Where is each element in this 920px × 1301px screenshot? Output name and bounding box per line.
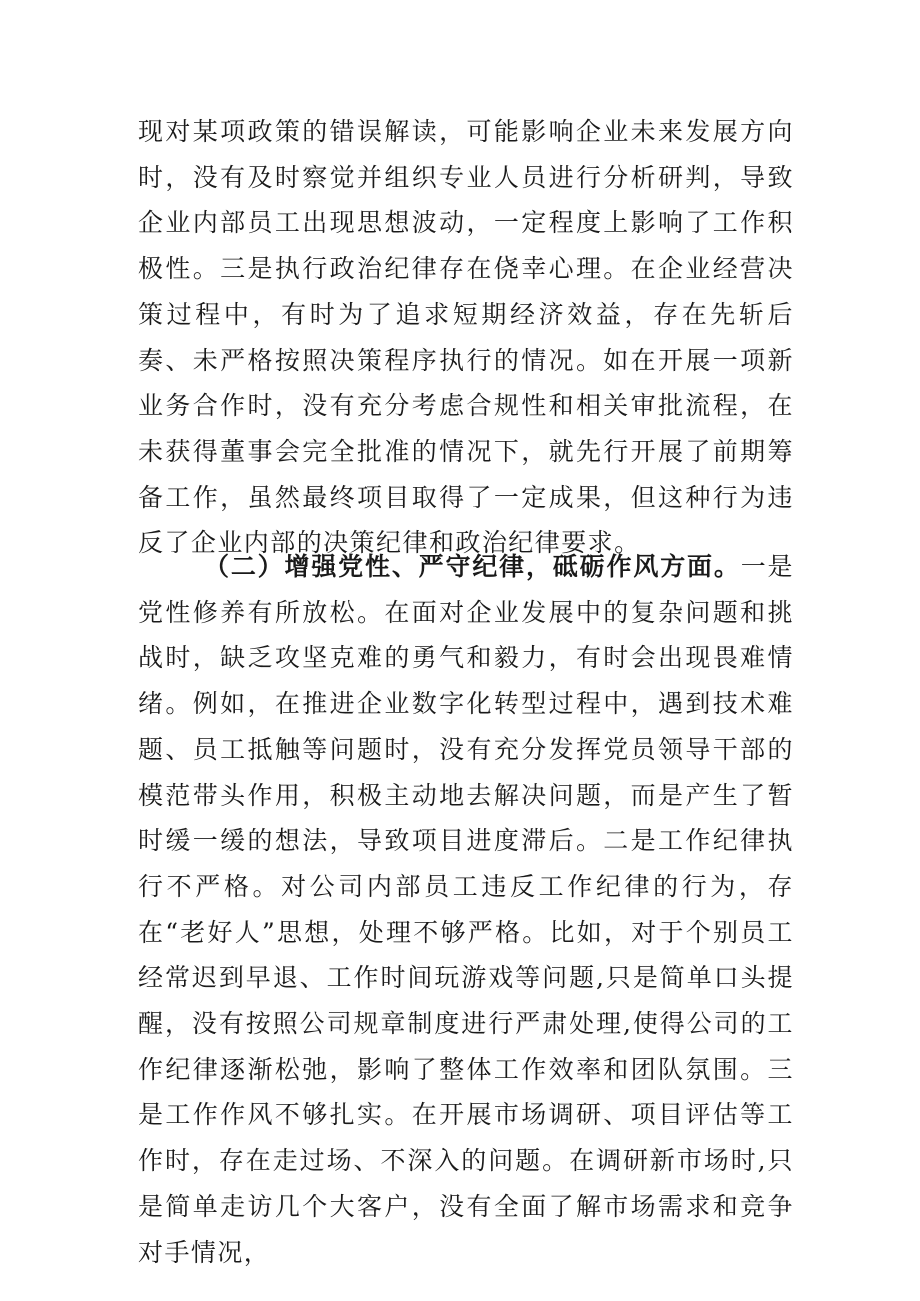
section-heading: （二）增强党性、严守纪律，砥砺作风方面。 xyxy=(204,552,741,581)
section-text-block xyxy=(138,544,794,1275)
body-text-block xyxy=(138,109,794,566)
paragraph-2 xyxy=(138,544,794,1275)
paragraph-1: 现对某项政策的错误解读，可能影响企业未来发展方向时，没有及时察觉并组织专业人员进行分析研判，导致企业内部员工出现思想波动，一定程度上影响了工作积极性。三是执行政治纪律存在侥幸心理。在企业经营决策过程中，有时为了追求短期经济效益，存在先斩后奏、未严格按照决策程序执行的情况。如在开展一项新业务合作时，没有充分考虑合规性和相关审批流程，在未获得董事会完全批准的情况下，就先行开展了前期筹备工作，虽然最终项目取得了一定成果，但这种行为违反了企业内部的决策纪律和政治纪律要求。 xyxy=(138,117,794,558)
paragraph-2-text: 一是党性修养有所放松。在面对企业发展中的复杂问题和挑战时，缺乏攻坚克难的勇气和毅力，有时会出现畏难情绪。例如，在推进企业数字化转型过程中，遇到技术难题、员工抵触等问题时，没有充分发挥党员领导干部的模范带头作用，积极主动地去解决问题，而是产生了暂时缓一缓的想法，导致项目进度滞后。二是工作纪律执行不严格。对公司内部员工违反工作纪律的行为，存在“老好人”思想，处理不够严格。比如，对于个别员工经常迟到早退、工作时间玩游戏等问题,只是简单口头提醒，没有按照公司规章制度进行严肃处理,使得公司的工作纪律逐渐松弛，影响了整体工作效率和团队氛围。三是工作作风不够扎实。在开展市场调研、项目评估等工作时，存在走过场、不深入的问题。在调研新市场时,只是简单走访几个大客户，没有全面了解市场需求和竞争对手情况， xyxy=(138,552,794,1267)
